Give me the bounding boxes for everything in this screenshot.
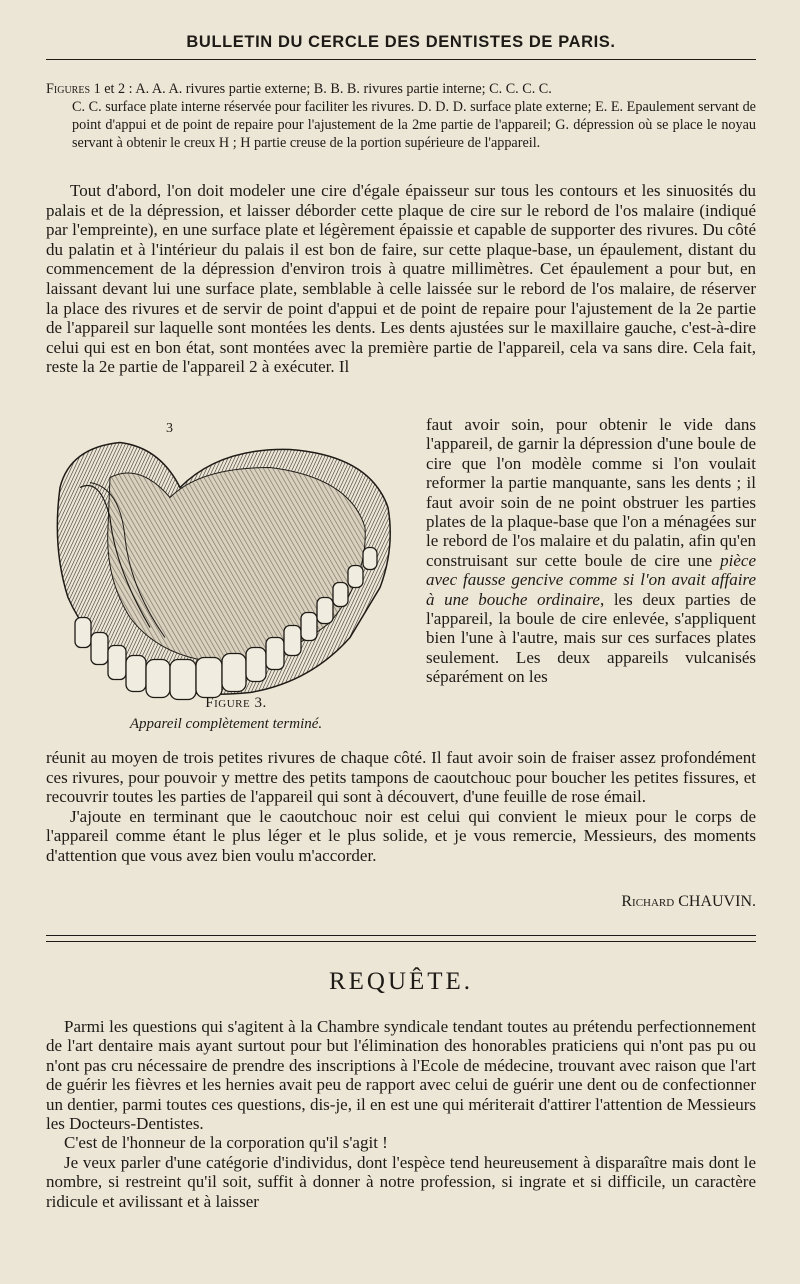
figure-legend-line-1: 1 et 2 : A. A. A. rivures partie externe; B. B. B. rivures partie interne; C. C. C. C. [90, 81, 552, 97]
requete-paragraph: Parmi les questions qui s'agitent à la Chambre syndicale tendant toutes au prétendu perfectionnement de l'art dentaire mais ayant surtout pour but l'élimination des honorables praticiens qui n'ont pas pu ou n'ont pas cru nécessaire de prendre des inscriptions à l'Ecole de médecine, trouvant avec raison que l'art de guérir les fièvres et les hernies avait peu de rapport avec celui de guérir une dent ou de confectionner un dentier, parmi toutes ces questions, dis-je, il en est une qui mériterait d'attirer l'attention de Messieurs les Docteurs-Dentistes. [46, 1017, 756, 1134]
requete-paragraph: Je veux parler d'une catégorie d'individus, dont l'espèce tend heureusement à disparaître mais dont le nombre, si restreint qu'il soit, suffit à donner à notre profession, si ingrate et si difficile, un caractère ridicule et avilissant et à laisser [46, 1152, 756, 1211]
section-title: REQUÊTE. [328, 968, 474, 995]
paragraph-2-text: J'ajoute en terminant que le caoutchouc noir est celui qui convient le mieux pour le corps de l'appareil comme étant le plus léger et le plus solide, et je vous remercie, Messieurs, des moments d'attention que vous avez bien voulu m'accorder. [46, 806, 756, 865]
narrow-text-part-1: faut avoir soin, pour obtenir le vide dans l'appareil, de garnir la dépression d'une boule de cire que l'on modèle comme si l'on voulait reformer la partie manquante, sans les dents ; il faut avoir soin de ne point obstruer les parties plates de la plaque-base que l'on a ménagées sur le rebord de l'os malaire et du palatin, afin qu'en construisant sur cette boule de cire une [426, 415, 756, 570]
paragraph-1-text: Tout d'abord, l'on doit modeler une cire d'égale épaisseur sur tous les contours et les sinuosités du palais et de la dépression, et laisser déborder cette plaque de cire sur le rebord de l'os malaire (indiqué par l'empreinte), en une surface plate et légèrement épaissie et capable de supporter des rivures. Du côté du palatin et à l'intérieur du palais il est bon de faire, sur cette plaque-base, un épaulement, distant du commencement de la dépression d'environ trois à quatre millimètres. Cet épaulement a pour but, en laissant devant lui une surface plate, semblable à celle laissée sur le rebord de l'os malaire, de réserver la place des rivures et de servir de point d'appui et de point de repaire pour l'ajustement de la 2e partie de l'appareil sur laquelle sont montées les dents. Les dents ajustées sur le maxillaire gauche, c'est-à-dire celui qui est en bon état, sont montées avec la première partie de l'appareil, cela va sans dire. Cela fait, reste la 2e partie de l'appareil 2 à exécuter. Il [46, 181, 756, 377]
author-signature [621, 893, 756, 911]
denture-illustration [50, 420, 396, 725]
author-first-name: Richard [621, 893, 675, 910]
figure-number: 3 [166, 421, 173, 436]
figure-legend [46, 80, 756, 152]
body-paragraph-1 [46, 181, 756, 377]
narrow-column-text [426, 415, 756, 687]
requete-body [46, 1017, 756, 1211]
author-last-name: CHAUVIN. [678, 893, 756, 910]
figure-caption: Appareil complètement terminé. [129, 716, 323, 732]
requete-paragraph: C'est de l'honneur de la corporation qu'il s'agit ! [64, 1133, 388, 1153]
section-divider [46, 935, 756, 942]
narrow-text-italic: pièce avec fausse gencive comme si l'on avait affaire à une bouche ordinaire [426, 550, 756, 609]
figure-legend-continuation: C. C. surface plate interne réservée pour faciliter les rivures. D. D. D. surface plate externe; E. E. Epaulement servant de point d'appui et de point de repaire pour l'ajustement de la 2me partie de l'appareil; G. dépression où se place le noyau servant à obtenir le creux H ; H partie creuse de la portion supérieure de l'appareil. [72, 99, 756, 151]
header-rule [46, 59, 756, 60]
figure-legend-lead: Figures [46, 81, 91, 97]
running-head: BULLETIN DU CERCLE DES DENTISTES DE PARIS. [186, 33, 616, 51]
figure-label: Figure 3. [205, 695, 267, 711]
narrow-text-part-2: , les deux parties de l'appareil, la boule de cire enlevée, s'appliquent bien l'une à l'autre, mais sur ces surfaces plates seulement. Les deux appareils vulcanisés séparément on les [426, 589, 756, 687]
paragraph-1-end-text: réunit au moyen de trois petites rivures de chaque côté. Il faut avoir soin de fraiser assez profondément ces rivures, pour pouvoir y mettre des petits tampons de caoutchouc pour boucher les petites fissures, et recouvrir toutes les parties de l'appareil qui sont à découvert, d'une feuille de rose émail. [46, 748, 756, 807]
body-paragraph-1-end [46, 748, 756, 866]
